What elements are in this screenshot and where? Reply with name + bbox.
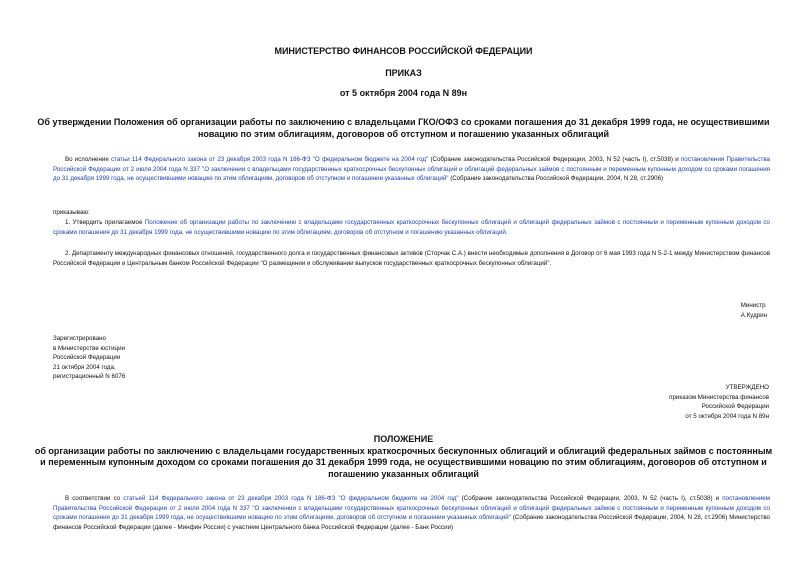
preamble-paragraph [53, 155, 770, 184]
registration-line-1: Зарегистрировано [53, 335, 106, 342]
signature-block [741, 301, 767, 320]
regulation-paragraph [53, 494, 770, 532]
registration-line-5: регистрационный N 6076 [53, 373, 126, 380]
approved-line-1: УТВЕРЖДЕНО [725, 384, 769, 391]
preamble-text-2: (Собрание законодательства Российской Федерации, 2003, N 52 (часть I), ст.5038) и [428, 156, 681, 163]
regulation-title-line-1: об организации работы по заключению с владельцами государственных краткосрочных бескупонных облигаций и облигаций федеральных займов с постоянным [34, 445, 773, 456]
item-1-text-2: . [505, 228, 508, 236]
approved-line-2: приказом Министерства финансов [669, 393, 769, 401]
preamble-text-1: Во исполнение [65, 156, 112, 163]
item-1-paragraph [53, 218, 770, 237]
item-2-paragraph: 2. Департаменту международных финансовых отношений, государственного долга и государственных финансовых активов (Сторчак С.А.) внести необходимые дополнения в Договор от 6 мая 1993 года N 5-2-1 между Министерством финансов Российской Федерации и Центральным банком Российской Федерации "О размещении и обслуживании выпусков государственных краткосрочных бескупонных облигаций". [53, 250, 770, 267]
regulation-link[interactable]: Положение об организации работы по заключению с владельцами государственных краткосрочных бескупонных облигаций и облигаций федеральных займов с постоянным и переменным купонным доходом со сроками погашения до 31 декабря 1999 года, не осуществившими новацию по этим облигациям, договоров об отступном и погашению указанных облигаций [53, 219, 770, 236]
reg-text-1: В соответствии со [65, 495, 124, 502]
approved-block [669, 383, 769, 421]
approved-line-3: Российской Федерации [701, 403, 769, 410]
order-title-line-2: новацию по этим облигациям, договоров об отступном и погашению указанных облигаций [197, 129, 610, 139]
registration-line-3: Российской Федерации [53, 354, 121, 361]
resolution-337-link[interactable]: постановления Правительства Российской Федерации от 2 июля 2004 года N 337 "О заключении с владельцами государственных краткосрочных бескупонных облигаций и облигаций федеральных займов с постоянным и переменным купонным доходом со сроками погашения до 31 декабря 1999 года, не осуществившими новацию по этим облигациям, договоров об отступном и погашении указанных облигаций" [53, 156, 770, 182]
signature-position: Министр [740, 302, 766, 309]
registration-line-2: в Министерстве юстиции [53, 344, 126, 352]
reg-resolution-337-link[interactable]: постановлением Правительства Российской Федерации от 2 июля 2004 года N 337 "О заключении с владельцами государственных краткосрочных бескупонных облигаций и облигаций федеральных займов с постоянным и переменным купонным доходом со сроками погашения до 31 декабря 1999 года, не осуществившими новацию по этим облигациям, договоров об отступном и погашении указанных облигаций" [53, 495, 770, 521]
regulation-heading: ПОЛОЖЕНИЕ [373, 434, 434, 444]
item-1-text-1: 1. Утвердить прилагаемое [65, 219, 145, 226]
registration-block [53, 334, 125, 382]
reg-text-2: (Собрание законодательства Российской Федерации, 2003, N 52 (часть I), ст.5038) и [458, 495, 723, 502]
law-114-link[interactable]: статьи 114 Федерального закона от 23 декабря 2003 года N 186-ФЗ "О федеральном бюджете на 2004 год" [111, 156, 429, 163]
order-title [20, 116, 787, 140]
order-word: приказываю: [53, 209, 90, 216]
doc-date-number: от 5 октября 2004 года N 89н [339, 88, 468, 98]
regulation-title-line-2: и переменным купонным доходом со сроками погашения до 31 декабря 1999 года, не осуществившими новацию по этим облигациям, договоров об отступном и [40, 457, 767, 467]
registration-line-4: 21 октября 2004 года, [53, 363, 116, 371]
signature-name: А.Кудрин [740, 311, 767, 319]
doc-type-heading: ПРИКАЗ [385, 68, 422, 78]
reg-law-114-link[interactable]: статьей 114 Федерального закона от 23 декабря 2003 года N 186-ФЗ "О федеральном бюджете на 2004 год" [123, 495, 459, 502]
regulation-title [20, 434, 787, 480]
reg-text-3: (Собрание законодательства Российской Федерации, 2004, N 28, ст.2906) Министерство финансов Российской Федерации (далее - Минфин России) с участием Центрального банка Российской Федерации (далее - Банк России) [53, 514, 771, 531]
regulation-title-line-3: погашению указанных облигаций [328, 468, 479, 479]
approved-line-4: от 5 октября 2004 года N 89н [685, 412, 769, 420]
ministry-heading: МИНИСТЕРСТВО ФИНАНСОВ РОССИЙСКОЙ ФЕДЕРАЦИИ [274, 46, 533, 56]
order-title-line-1: Об утверждении Положения об организации работы по заключению с владельцами ГКО/ОФЗ со сроками погашения до 31 декабря 1999 года, не осуществившими [37, 117, 770, 127]
preamble-text-3: (Собрание законодательства Российской Федерации, 2004, N 28, ст.2906) [448, 175, 664, 182]
